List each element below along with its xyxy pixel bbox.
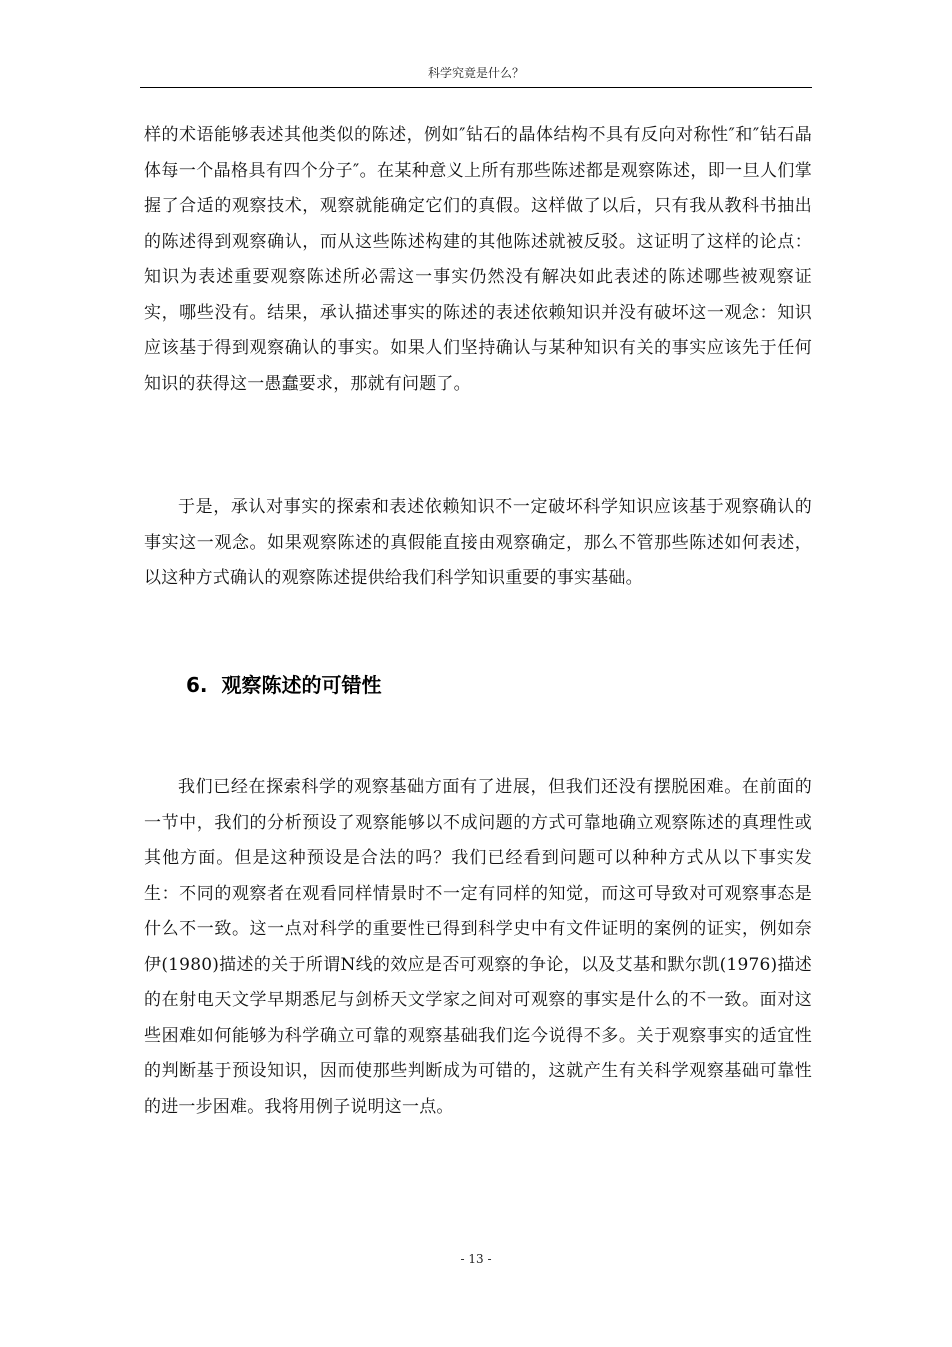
page-number: - 13 - (460, 1252, 492, 1266)
body-paragraph-1: 样的术语能够表述其他类似的陈述，例如″钻石的晶体结构不具有反向对称性″和″钻石晶体每一个晶格具有四个分子″。在某种意义上所有那些陈述都是观察陈述，即一旦人们掌握了合适的观察技术，观察就能确定它们的真假。这样做了以后，只有我从教科书抽出的陈述得到观察确认，而从这些陈述构建的其他陈述就被反驳。这证明了这样的论点：知识为表述重要观察陈述所必需这一事实仍然没有解决如此表述的陈述哪些被观察证实，哪些没有。结果，承认描述事实的陈述的表述依赖知识并没有破坏这一观念：知识应该基于得到观察确认的事实。如果人们坚持确认与某种知识有关的事实应该先于任何知识的获得这一愚蠢要求，那就有问题了。 (144, 125, 812, 394)
running-header: 科学究竟是什么？ (427, 66, 524, 80)
section-heading (186, 670, 382, 700)
section-number: 6. (186, 673, 208, 697)
header-rule (140, 87, 812, 88)
body-paragraph-3: 我们已经在探索科学的观察基础方面有了进展，但我们还没有摆脱困难。在前面的一节中，我们的分析预设了观察能够以不成问题的方式可靠地确立观察陈述的真理性或其他方面。但是这种预设是合法的吗？我们已经看到问题可以种种方式从以下事实发生：不同的观察者在观看同样情景时不一定有同样的知觉，而这可导致对可观察事态是什么不一致。这一点对科学的重要性已得到科学史中有文件证明的案例的证实，例如奈伊(1980)描述的关于所谓N线的效应是否可观察的争论，以及艾基和默尔凯(1976)描述的在射电天文学早期悉尼与剑桥天文学家之间对可观察的事实是什么的不一致。面对这些困难如何能够为科学确立可靠的观察基础我们迄今说得不多。关于观察事实的适宜性的判断基于预设知识，因而使那些判断成为可错的，这就产生有关科学观察基础可靠性的进一步困难。我将用例子说明这一点。 (144, 777, 812, 1117)
section-title: 观察陈述的可错性 (221, 673, 382, 697)
body-paragraph-2: 于是，承认对事实的探索和表述依赖知识不一定破坏科学知识应该基于观察确认的事实这一观念。如果观察陈述的真假能直接由观察确定，那么不管那些陈述如何表述，以这种方式确认的观察陈述提供给我们科学知识重要的事实基础。 (144, 497, 812, 588)
